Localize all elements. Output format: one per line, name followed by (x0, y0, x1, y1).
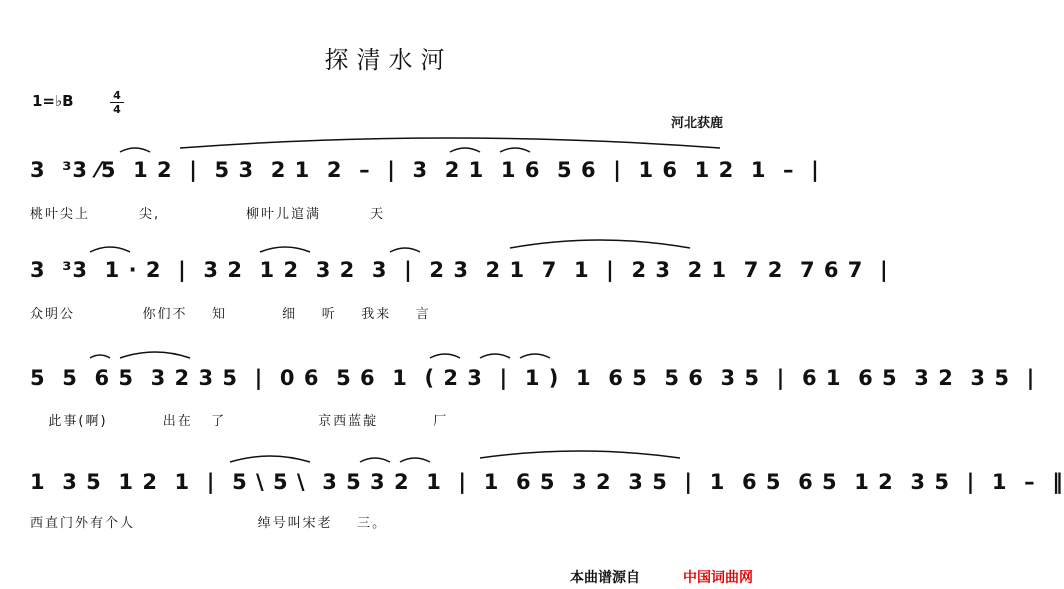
song-origin: 河北获鹿 (670, 116, 723, 131)
notation-line-4: 1 3 5 1 2 1 | 5 \ 5 \ 3 5 3 2 1 | 1 6 5 3 2 3 5 | 1 6 5 6 5 1 2 3 5 | 1 – ‖ (30, 470, 1064, 494)
slur-15 (480, 451, 680, 458)
slur-9 (120, 352, 190, 358)
slur-7 (260, 247, 310, 252)
slur-12 (480, 354, 510, 358)
song-title: 探清水河 (324, 46, 453, 74)
key-signature: 1=♭B (32, 92, 74, 110)
footer-source: 本曲谱源自 (570, 570, 640, 586)
lyrics-line-1: 桃叶尖上 尖, 柳叶儿逭满 天 (30, 207, 386, 222)
lyrics-line-4: 西直门外有个人 绰号叫宋老 三。 (30, 516, 388, 531)
notation-line-2: 3 ³3 1 · 2 | 3 2 1 2 3 2 3 | 2 3 2 1 7 1 | 2 3 2 1 7 2 7 6 7 | (30, 258, 889, 282)
slur-1 (180, 138, 720, 148)
meter-bottom: 4 (113, 103, 121, 116)
slur-14 (230, 456, 310, 462)
slur-17 (400, 458, 430, 462)
footer-site[interactable]: 中国词曲网 (683, 570, 753, 586)
slur-16 (360, 458, 390, 462)
slur-13 (520, 354, 550, 358)
slur-6 (90, 247, 130, 252)
slur-11 (430, 354, 460, 358)
slur-4 (500, 148, 530, 152)
meter-top: 4 (113, 89, 121, 102)
slur-5 (510, 240, 690, 248)
slur-8 (390, 248, 420, 252)
notation-line-1: 3 ³3 ⁄5 1 2 | 5 3 2 1 2 – | 3 2 1 1 6 5 6 | 1 6 1 2 1 – | (30, 158, 820, 182)
slur-10 (90, 355, 110, 358)
lyrics-line-2: 众明公 你们不 知 细 听 我来 言 (30, 307, 431, 322)
lyrics-line-3: 此事(啊) 出在 了 京西蓝靛 厂 (30, 414, 449, 429)
slur-3 (450, 148, 480, 152)
notation-line-3: 5 5 6 5 3 2 3 5 | 0 6 5 6 1 ( 2 3 | 1 ) 1 6 5 5 6 3 5 | 6 1 6 5 3 2 3 5 | (30, 366, 1036, 390)
slur-2 (120, 148, 150, 152)
